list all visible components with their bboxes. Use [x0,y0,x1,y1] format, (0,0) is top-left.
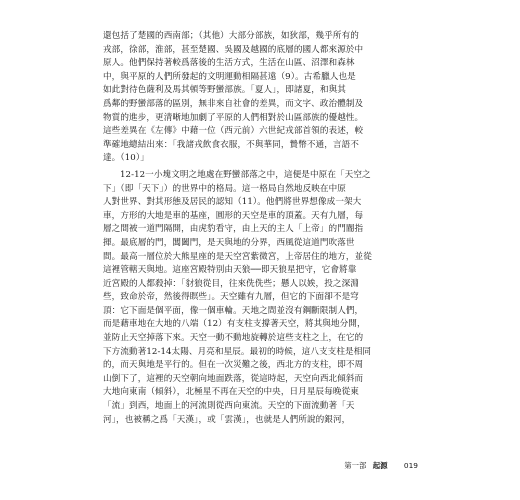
text-line: 人對世界、對其形態及居民的認知（11）。他們將世界想像成一架大 [103,197,362,208]
text-line: 原人。他們保持著較爲落後的生活方式，生活在山區、沼澤和森林 [103,58,355,69]
text-line: 戎部，徐部，淮部，甚至楚國、吳國及越國的底層的國人都來源於中 [103,44,364,55]
paragraph [103,169,419,427]
page-body [103,30,419,427]
text-line: 山倒下了，這裡的天空朝向地面跌落，從這時起，天空向西北傾斜而 [103,373,364,384]
text-line: 而是藉車地在大地的八端（12）有支柱支撐著天空，將其與地分開， [103,319,366,330]
text-line: 的，而天與地是平行的。但在一次災難之後，西北方的支柱，即不周 [103,360,364,371]
text-line: 近宮殿的人都殺掉：「豺狼從目，往來侁侁些；懸人以娭，投之深淵 [103,278,359,289]
text-line: 達。（10）」 [103,153,149,164]
text-line: 如此對待色薩利及馬其頓等野蠻部族。「夏人」，即諸夏，和與其 [103,85,346,96]
text-line: 這些差異在《左傳》中藉一位（西元前）六世紀戎部首領的表述，較 [103,126,364,137]
text-line: 下方流動著12-14太陽、月亮和星辰。最初的時候，這八支支柱是相同 [103,346,372,357]
paragraph [103,30,419,166]
text-line: 間。最高一層位於大熊星座的是天空宮紫微宮，上帝居住的地方，並從 [103,251,372,262]
text-line: 這裡管轄天與地。這座宮殿特別由天狼──即天狼星把守，它會將靠 [103,265,357,276]
text-line: 並防止天空掉落下來。天空一動不動地旋轉於這些支柱之上，在它的 [103,333,364,344]
text-line: 爲鄰的野蠻部落的區別，無非來自社會的差異，而文字、政治體制及 [103,98,364,109]
text-line: 車，方形的大地是車的基座，圓形的天空是車的頂蓋。天有九層，每 [103,210,364,221]
text-line: 揮。最底層的門，閶闔門，是天與地的分界，西風從這道門吹落世 [103,237,355,248]
text-line: 中，與平原的人們所發起的文明運動相隔甚遠（9）。古希臘人也是 [103,71,356,82]
text-line: 下」（即「天下」）的世界中的格局。這一格局自然地反映在中原 [103,183,346,194]
text-line: 頂：它下面是個平面，像一個車輪。天地之間並沒有鋼斷限制人們， [103,305,364,316]
part-label: 第一部 [344,461,367,470]
text-line: 些，致命於帝，然後得瞑些」。天空雖有九層，但它的下面卻不是穹 [103,292,359,303]
text-line: 大地向東南（傾斜），北極星不再在天空的中央，日月星辰每晚從東 [103,387,359,398]
text-line: 12-12一小塊文明之地處在野蠻部落之中，這便是中原在「天空之 [120,169,371,180]
text-line: 「流」到西，地面上的河流則從西向東流。天空的下面流動著「天 [103,401,355,412]
chapter-title: 起源 [372,461,388,470]
text-line: 準確地總結出來：「我諸戎飲食衣服，不與華同，贄幣不通，言語不 [103,139,359,150]
text-line: 還包括了楚國的西南部；（其他）大部分部族，如狄部，幾乎所有的 [103,31,359,41]
text-line: 層之間被一道門隔開，由虎豹看守，由上天的主人「上帝」的門閽指 [103,224,364,235]
text-line: 物質的進步，更清晰地加劇了平原的人們相對於山區部族的優越性。 [103,112,364,123]
page-footer [344,461,418,471]
text-line: 河」，也被稱之爲「天漢」，或「雲漢」，也就是人們所說的銀河， [103,414,351,425]
page-number: 019 [403,461,418,470]
